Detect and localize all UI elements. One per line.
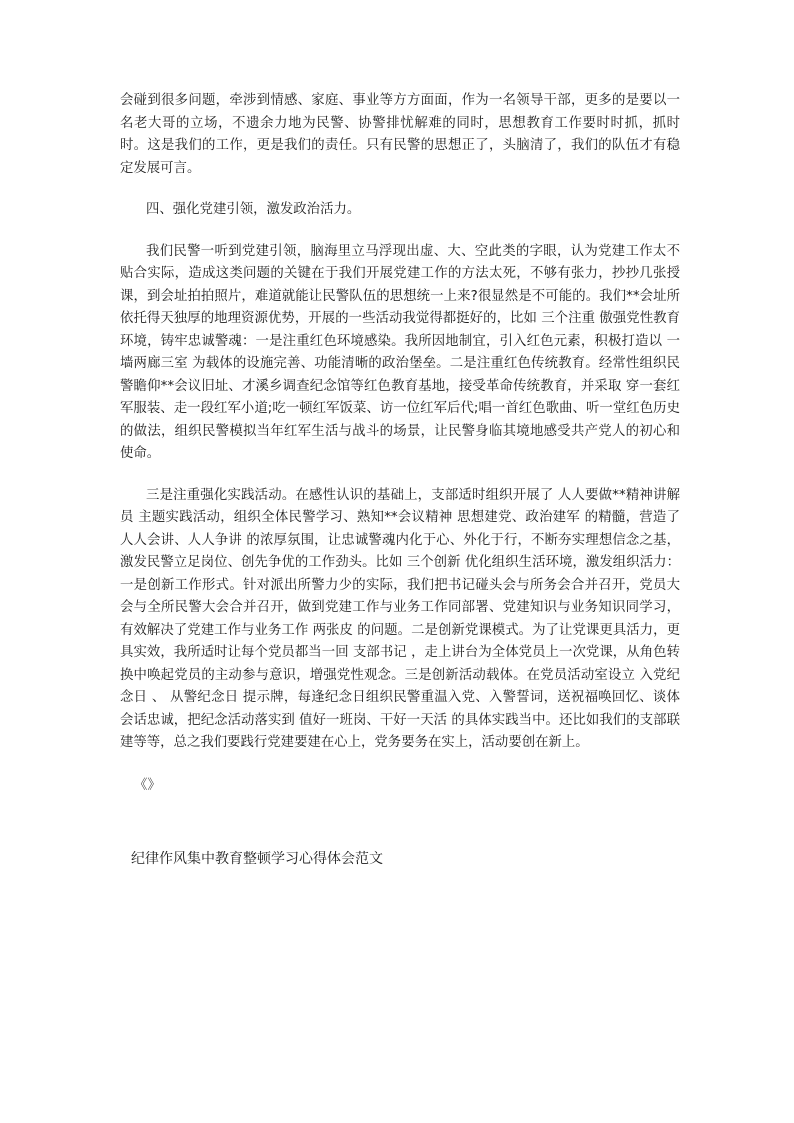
document-body: [120, 90, 680, 797]
paragraph-2: 我们民警一听到党建引领，脑海里立马浮现出虚、大、空此类的字眼，认为党建工作太不贴合实际，造成这类问题的关键在于我们开展党建工作的方法太死，不够有张力，抄抄几张授课，到会址拍拍照片，难道就能让民警队伍的思想统一上来?很显然是不可能的。我们**会址所依托得天独厚的地理资源优势，开展的一些活动我觉得都挺好的，比如 三个注重 傲强党性教育环境，铸牢忠诚警魂：一是注重红色环境感染。我所因地制宜，引入红色元素，积极打造以 一墙两廊三室 为载体的设施完善、功能清晰的政治堡垒。二是注重红色传统教育。经常性组织民警瞻仰**会议旧址、才溪乡调查纪念馆等红色教育基地，接受革命传统教育，并采取 穿一套红军服装、走一段红军小道;吃一顿红军饭菜、访一位红军后代;唱一首红色歌曲、听一堂红色历史 的做法，组织民警模拟当年红军生活与战斗的场景，让民警身临其境地感受共产党人的初心和使命。: [120, 243, 680, 461]
paragraph-3: 三是注重强化实践活动。在感性认识的基础上，支部适时组织开展了 人人要做**精神讲解员 主题实践活动，组织全体民警学习、熟知**会议精神 思想建党、政治建军 的精髓，营造了 人人会讲、人人争讲 的浓厚氛围，让忠诚警魂内化于心、外化于行，不断夯实理想信念之基，激发民警立足岗位、创先争优的工作劲头。比如 三个创新 优化组织生活环境，激发组织活力：一是创新工作形式。针对派出所警力少的实际，我们把书记碰头会与所务会合并召开，党员大会与全所民警大会合并召开，做到党建工作与业务工作同部署、党建知识与业务知识同学习，有效解决了党建工作与业务工作 两张皮 的问题。二是创新党课模式。为了让党课更具活力，更具实效，我所适时让每个党员都当一回 支部书记 ，走上讲台为全体党员上一次党课，从角色转换中唤起党员的主动参与意识，增强党性观念。三是创新活动载体。在党员活动室设立 入党纪念日 、 从警纪念日 提示牌，每逢纪念日组织民警重温入党、入警誓词，送祝福唤回忆、谈体会话忠诚，把纪念活动落实到 值好一班岗、干好一天活 的具体实践当中。还比如我们的支部联建等等，总之我们要践行党建要建在心上，党务要务在实上，活动要创在新上。: [120, 487, 680, 750]
section-heading: 四、强化党建引领，激发政治活力。: [146, 202, 361, 217]
bracket-marks: 《》: [134, 777, 161, 793]
paragraph-1: 会碰到很多问题，牵涉到情感、家庭、事业等方方面面，作为一名领导干部，更多的是要以一名老大哥的立场，不遗余力地为民警、协警排忧解难的同时，思想教育工作要时时抓，抓时时。这是我们的工作，更是我们的责任。只有民警的思想正了，头脑清了，我们的队伍才有稳定发展可言。: [120, 93, 680, 176]
footer-title: 纪律作风集中教育整顿学习心得体会范文: [131, 851, 383, 867]
